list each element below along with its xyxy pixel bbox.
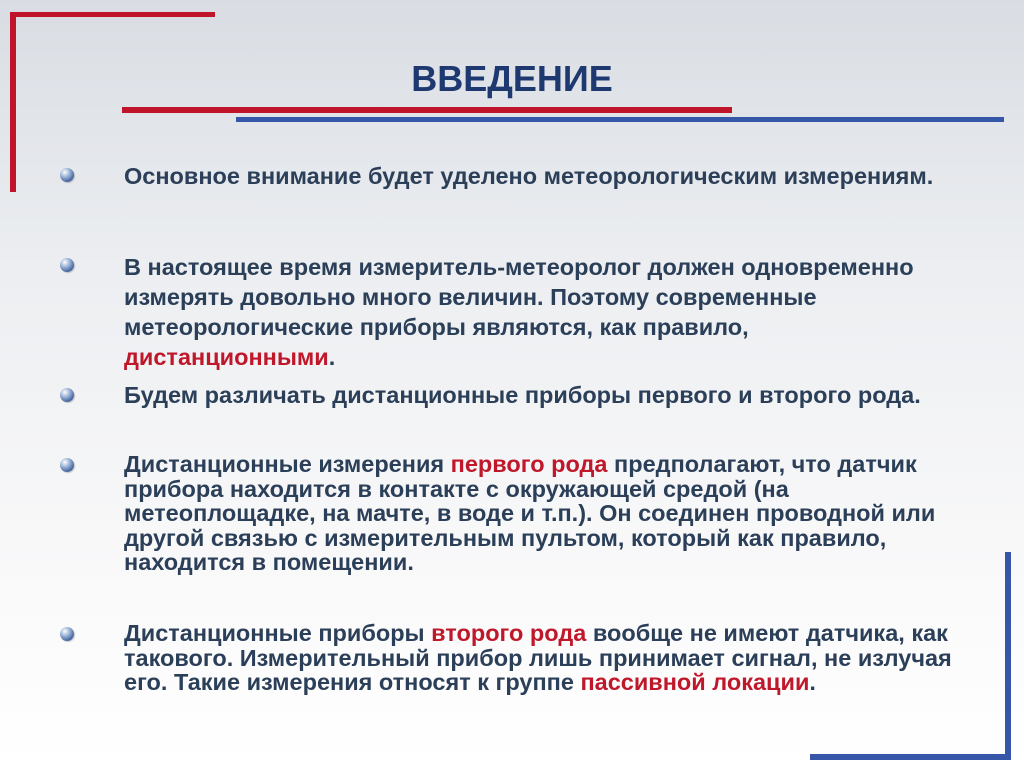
sphere-bullet-icon — [60, 627, 74, 641]
sphere-bullet-icon — [60, 258, 74, 272]
decorative-red-top-line — [10, 12, 215, 17]
text-segment: . — [328, 344, 336, 370]
sphere-bullet-icon — [60, 458, 74, 472]
decorative-blue-bottom-line — [810, 754, 1011, 760]
text-segment: В настоящее время измеритель-метеоролог должен одновременно измерять довольно много величин. Поэтому современные метеорологические приборы являются, как правило, — [124, 254, 914, 340]
text-segment: Дистанционные приборы — [124, 620, 432, 646]
text-segment: Дистанционные измерения — [124, 451, 451, 477]
highlighted-term: дистанционными — [124, 344, 329, 370]
text-segment: вообще не имеют датчика, как такового. Измерительный прибор лишь принимает сигнал, не излучая его. Такие измерения относят к группе — [124, 620, 952, 695]
sphere-bullet-icon — [60, 168, 74, 182]
bullet-item — [60, 452, 960, 575]
highlighted-term: второго рода — [431, 620, 587, 646]
bullet-text: Основное внимание будет уделено метеорологическим измерениям. — [124, 163, 934, 189]
decorative-blue-vertical-line — [1005, 552, 1011, 760]
slide-title: ВВЕДЕНИЕ — [411, 58, 613, 99]
bullet-text — [124, 452, 964, 575]
bullet-text: Будем различать дистанционные приборы первого и второго рода. — [124, 382, 921, 408]
title-red-underline — [122, 107, 732, 113]
decorative-red-vertical-line — [10, 12, 16, 192]
highlighted-term: пассивной локации — [580, 669, 810, 695]
bullet-text — [124, 252, 964, 372]
bullet-item — [60, 382, 960, 409]
bullet-text — [124, 621, 964, 695]
title-blue-underline — [236, 117, 1004, 122]
bullet-item — [60, 252, 960, 372]
text-segment: предполагают, что датчик прибора находится в контакте с окружающей средой (на метеоплощадке, на мачте, в воде и т.п.). Он соединен проводной или другой связью с измерительным пультом, который как правило, находится в помещении. — [124, 451, 936, 575]
sphere-bullet-icon — [60, 388, 74, 402]
bullet-item — [60, 621, 960, 695]
bullet-item — [60, 162, 960, 191]
highlighted-term: первого рода — [450, 451, 608, 477]
text-segment: . — [809, 669, 816, 695]
